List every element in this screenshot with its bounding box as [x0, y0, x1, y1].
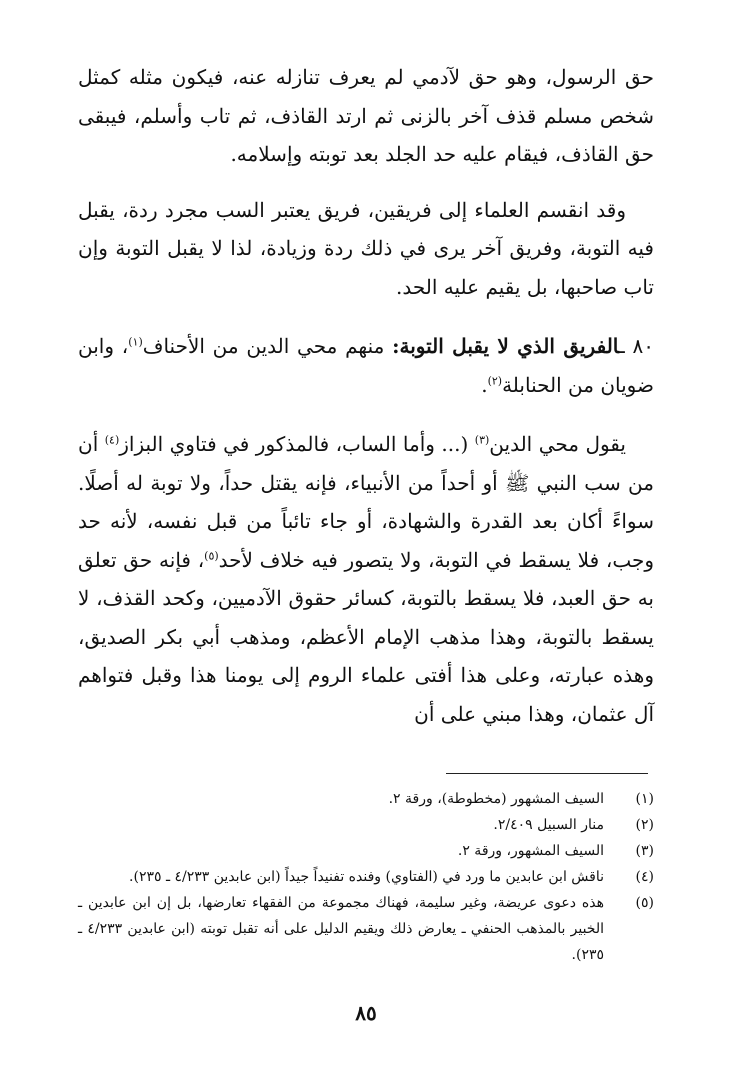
paragraph-2: وقد انقسم العلماء إلى فريقين، فريق يعتبر السب مجرد ردة، يقبل فيه التوبة، وفريق آخر يرى في ذلك ردة وزيادة، لذا لا يقبل التوبة وإن تاب صاحبها، بل يقيم عليه الحد. [78, 197, 654, 299]
footnote-number: (٣) [635, 843, 654, 859]
main-text [78, 58, 654, 733]
footnote-number: (٢) [635, 817, 654, 833]
footnote-text: منار السبيل ٢/٤٠٩. [493, 817, 604, 833]
section-80 [78, 327, 654, 404]
page-number: ٨٥ [355, 1001, 377, 1025]
quote-paragraph [78, 425, 654, 733]
footnote-number: (٥) [635, 895, 654, 911]
footnote-1 [78, 786, 654, 812]
footnote-5 [78, 890, 654, 968]
footnote-number: (١) [635, 791, 654, 807]
footnote-4 [78, 864, 654, 890]
footnote-ref-3: (٣) [474, 433, 490, 447]
footnotes [78, 786, 654, 968]
footnote-ref-1: (١) [128, 335, 143, 349]
paragraph-1: حق الرسول، وهو حق لآدمي لم يعرف تنازله عنه، فيكون مثله كمثل شخص مسلم قذف آخر بالزنى ثم ارتد القاذف، ثم تاب وأسلم، فيبقى حق القاذف، فيقام عليه حد الجلد بعد توبته وإسلامه. [78, 65, 654, 166]
footnote-ref-5: (٥) [204, 548, 219, 562]
footnote-text: السيف المشهور (مخطوطة)، ورقة ٢. [388, 791, 604, 807]
section-number: ٨٠ ـ [618, 334, 655, 358]
quote-text-2: (... وأما الساب، فالمذكور في فتاوي البزاز [119, 432, 475, 456]
footnote-ref-2: (٢) [487, 373, 503, 387]
section-heading: الفريق الذي لا يقبل التوبة: [392, 334, 619, 358]
footnote-text: ناقش ابن عابدين ما ورد في (الفتاوي) وفنده تفنيداً جيداً (ابن عابدين ٤/٢٣٣ ـ ٢٣٥). [129, 869, 604, 885]
quote-text-3: أن من سب النبي ﷺ أو أحداً من الأنبياء، فإنه يقتل حداً، ولا توبة له أصلًا. سواءً أكان بعد القدرة والشهادة، أو جاء تائباً من قبل نفسه، لأنه حد وجب، فلا يسقط في التوبة، ولا يتصور فيه خلاف لأحد [78, 432, 654, 572]
footnote-text: هذه دعوى عريضة، وغير سليمة، فهناك مجموعة من الفقهاء تعارضها، بل إن ابن عابدين ـ الخبير بالمذهب الحنفي ـ يعارض ذلك ويقيم الدليل على أنه تقبل توبته (ابن عابدين ٤/٢٣٣ ـ ٢٣٥). [78, 895, 604, 963]
quote-text-1: يقول محي الدين [489, 432, 626, 456]
section-text-a: منهم محي الدين من الأحناف [142, 334, 393, 358]
footnote-ref-4: (٤) [104, 433, 120, 447]
footnote-text: السيف المشهور، ورقة ٢. [457, 843, 604, 859]
footnote-divider [446, 773, 648, 774]
footnote-number: (٤) [635, 869, 654, 885]
footnote-3 [78, 838, 654, 864]
footnote-2 [78, 812, 654, 838]
section-text-c: . [481, 372, 488, 397]
section-text-b: ، وابن ضويان من الحنابلة [78, 334, 654, 397]
quote-text-4: ، فإنه حق تعلق به حق العبد، فلا يسقط بالتوبة، كسائر حقوق الآدميين، وكحد القذف، لا يسقط بالتوبة، وهذا مذهب الإمام الأعظم، ومذهب أبي بكر الصديق، وهذه عبارته، وعلى هذا أفتى علماء الروم إلى يومنا هذا وقبل فتواهم آل عثمان، وهذا مبني على أن [78, 547, 654, 726]
